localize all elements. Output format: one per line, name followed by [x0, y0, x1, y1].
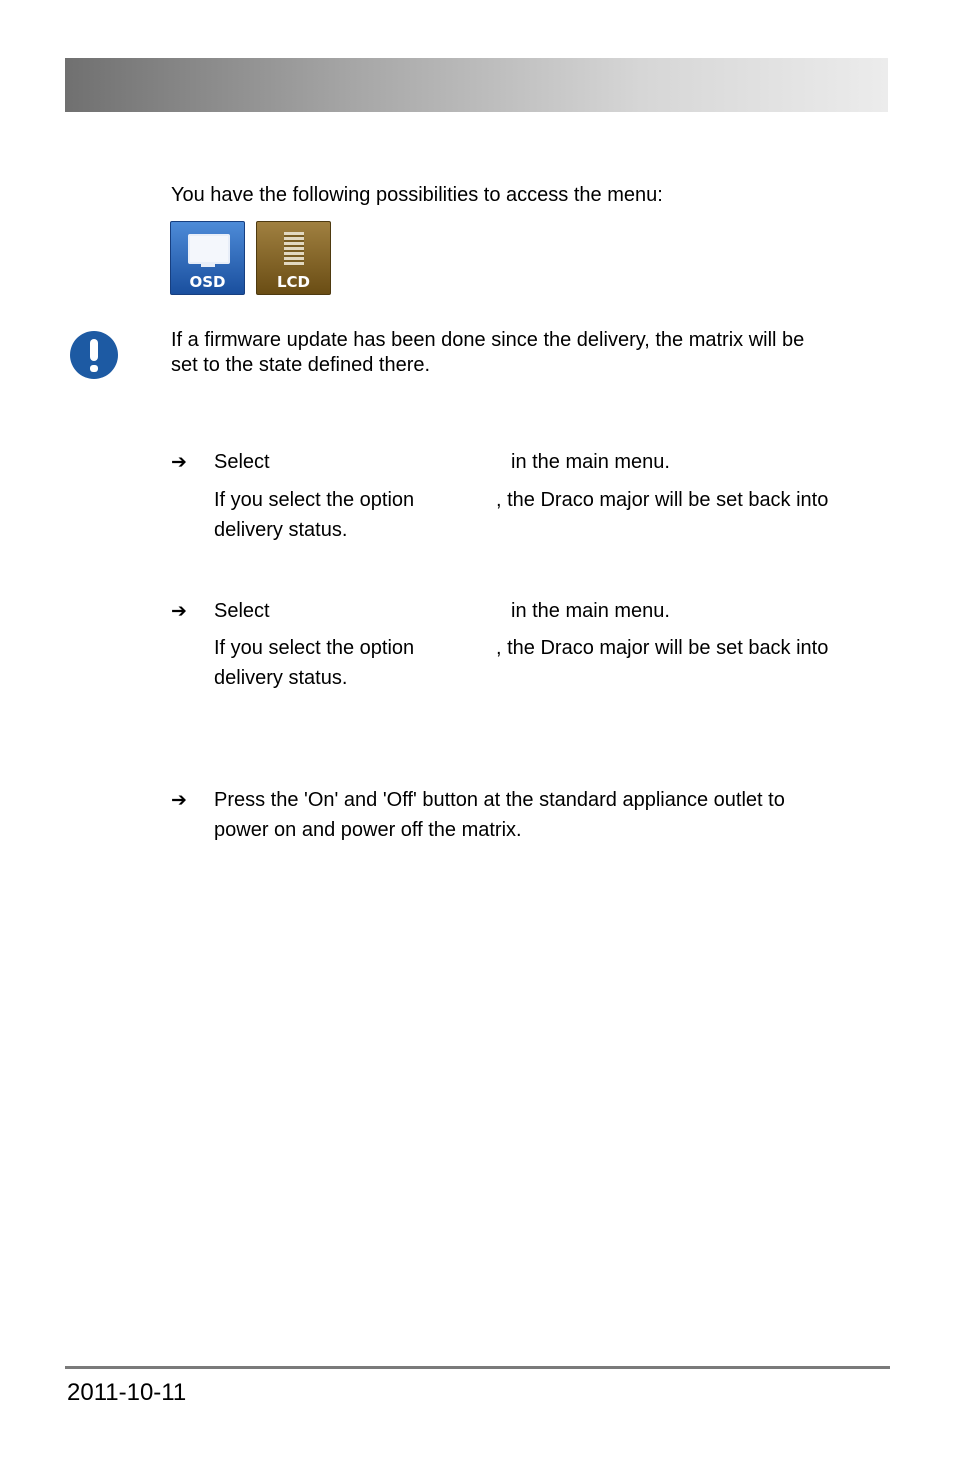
step2-status: delivery status. [214, 667, 348, 689]
step3-line-1: Press the 'On' and 'Off' button at the standard appliance outlet to [214, 789, 785, 811]
step1-option-suffix: , the Draco major will be set back into [496, 489, 829, 511]
step2-main-menu: in the main menu. [511, 600, 670, 622]
chapter-header-bar [65, 58, 888, 112]
monitor-icon [188, 234, 230, 264]
step1-status: delivery status. [214, 519, 348, 541]
arrow-icon: ➔ [171, 451, 187, 473]
step2-option-suffix: , the Draco major will be set back into [496, 637, 829, 659]
arrow-icon: ➔ [171, 600, 187, 622]
exclamation-icon [70, 331, 118, 379]
osd-label: OSD [189, 273, 226, 291]
step1-main-menu: in the main menu. [511, 451, 670, 473]
footer-date: 2011-10-11 [67, 1379, 187, 1406]
intro-text: You have the following possibilities to access the menu: [171, 184, 663, 206]
step3-line-2: power on and power off the matrix. [214, 819, 522, 841]
note-line-2: set to the state defined there. [171, 354, 431, 376]
step2-select: Select [214, 600, 270, 622]
step1-option-prefix: If you select the option [214, 489, 415, 511]
arrow-icon: ➔ [171, 789, 187, 811]
step2-option-prefix: If you select the option [214, 637, 415, 659]
keypad-icon [284, 232, 304, 266]
lcd-label: LCD [276, 273, 311, 291]
footer-rule [65, 1366, 890, 1369]
note-line-1: If a firmware update has been done since the delivery, the matrix will be [171, 329, 805, 351]
lcd-icon [256, 221, 331, 295]
step1-select: Select [214, 451, 270, 473]
osd-icon [170, 221, 245, 295]
